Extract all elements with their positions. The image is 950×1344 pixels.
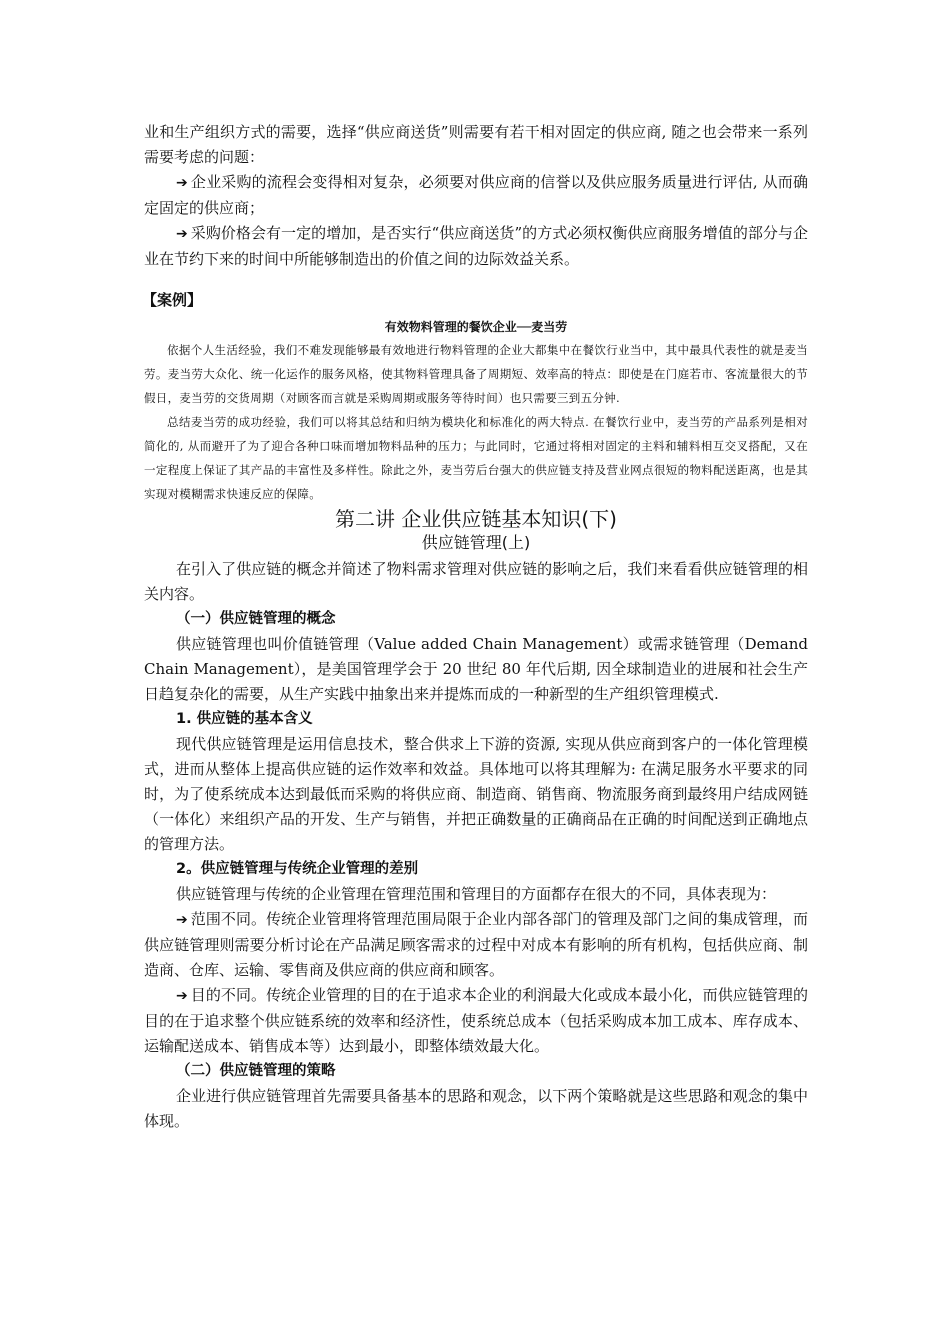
subsection-2-bullet-2 [144,983,808,1059]
case-paragraph-2: 总结麦当劳的成功经验，我们可以将其总结和归纳为模块化和标准化的两大特点. 在餐饮行业中，麦当劳的产品系列是相对简化的, 从而避开了为了迎合各种口味而增加物料品种的压力；与此同时，它通过将相对固定的主料和辅料相互交叉搭配，又在一定程度上保证了其产品的丰富性及多样性。除此之外，麦当劳后台强大的供应链支持及营业网点很短的物料配送距离，也是其实现对模糊需求快速反应的保障。 [144,415,808,501]
intro-bullet-2 [144,221,808,272]
lecture-subtitle: 供应链管理(上) [421,533,531,552]
right-arrow-icon: ➔ [176,912,188,928]
section-1-heading: （一）供应链管理的概念 [176,611,336,627]
intro-bullet-2-text: 采购价格会有一定的增加，是否实行“供应商送货”的方式必须权衡供应商服务增值的部分与企业在节约下来的时间中所能够制造出的价值之间的边际效益关系。 [144,224,808,268]
case-title: 有效物料管理的餐饮企业──麦当劳 [384,320,568,334]
subsection-2-bullet-1-text: 范围不同。传统企业管理将管理范围局限于企业内部各部门的管理及部门之间的集成管理，而供应链管理则需要分析讨论在产品满足顾客需求的过程中对成本有影响的所有机构，包括供应商、制造商、仓库、运输、零售商及供应商的供应商和顾客。 [144,910,808,979]
right-arrow-icon: ➔ [176,988,188,1004]
subsection-1-paragraph: 现代供应链管理是运用信息技术，整合供求上下游的资源, 实现从供应商到客户的一体化管理模式，进而从整体上提高供应链的运作效率和效益。具体地可以将其理解为: 在满足服务水平要求的同时，为了使系统成本达到最低而采购的将供应商、制造商、销售商、物流服务商到最终用户结成网链（一体化）来组织产品的开发、生产与销售，并把正确数量的正确商品在正确的时间配送到正确地点的管理方法。 [144,735,808,853]
right-arrow-icon: ➔ [176,175,188,191]
section-1-paragraph: 供应链管理也叫价值链管理（Value added Chain Management）或需求链管理（Demand Chain Management），是美国管理学会于 20 世纪 80 年代后期, 因全球制造业的进展和社会生产日趋复杂化的需要，从生产实践中抽象出来并提炼而成的一种新型的生产组织管理模式. [144,635,808,703]
lecture-intro: 在引入了供应链的概念并简述了物料需求管理对供应链的影响之后，我们来看看供应链管理的相关内容。 [144,560,808,603]
case-paragraph-1: 依据个人生活经验，我们不难发现能够最有效地进行物料管理的企业大都集中在餐饮行业当中，其中最具代表性的就是麦当劳。麦当劳大众化、统一化运作的服务风格，使其物料管理具备了周期短、效率高的特点：即使是在门庭若市、客流量很大的节假日，麦当劳的交货周期（对顾客而言就是采购周期或服务等待时间）也只需要三到五分钟. [144,343,808,405]
subsection-2-heading: 2。供应链管理与传统企业管理的差别 [176,861,419,877]
right-arrow-icon: ➔ [176,226,188,242]
subsection-2-bullet-2-text: 目的不同。传统企业管理的目的在于追求本企业的利润最大化或成本最小化，而供应链管理的目的在于追求整个供应链系统的效率和经济性，使系统总成本（包括采购成本加工成本、库存成本、运输配送成本、销售成本等）达到最小，即整体绩效最大化。 [144,986,808,1055]
subsection-2-paragraph: 供应链管理与传统的企业管理在管理范围和管理目的方面都存在很大的不同，具体表现为： [176,885,777,903]
subsection-1-heading: 1. 供应链的基本含义 [176,711,313,727]
subsection-2-bullet-1 [144,907,808,983]
lecture-title: 第二讲 企业供应链基本知识(下) [335,507,617,531]
intro-paragraph: 业和生产组织方式的需要，选择“供应商送货”则需要有若干相对固定的供应商, 随之也会带来一系列需要考虑的问题： [144,123,808,166]
document-page [144,120,808,1134]
section-2-paragraph: 企业进行供应链管理首先需要具备基本的思路和观念，以下两个策略就是这些思路和观念的集中体现。 [144,1087,808,1130]
case-label: 【案例】 [142,291,203,309]
section-2-heading: （二）供应链管理的策略 [176,1063,336,1079]
intro-bullet-1 [144,170,808,221]
intro-bullet-1-text: 企业采购的流程会变得相对复杂，必须要对供应商的信誉以及供应服务质量进行评估, 从而确定固定的供应商； [144,173,808,217]
